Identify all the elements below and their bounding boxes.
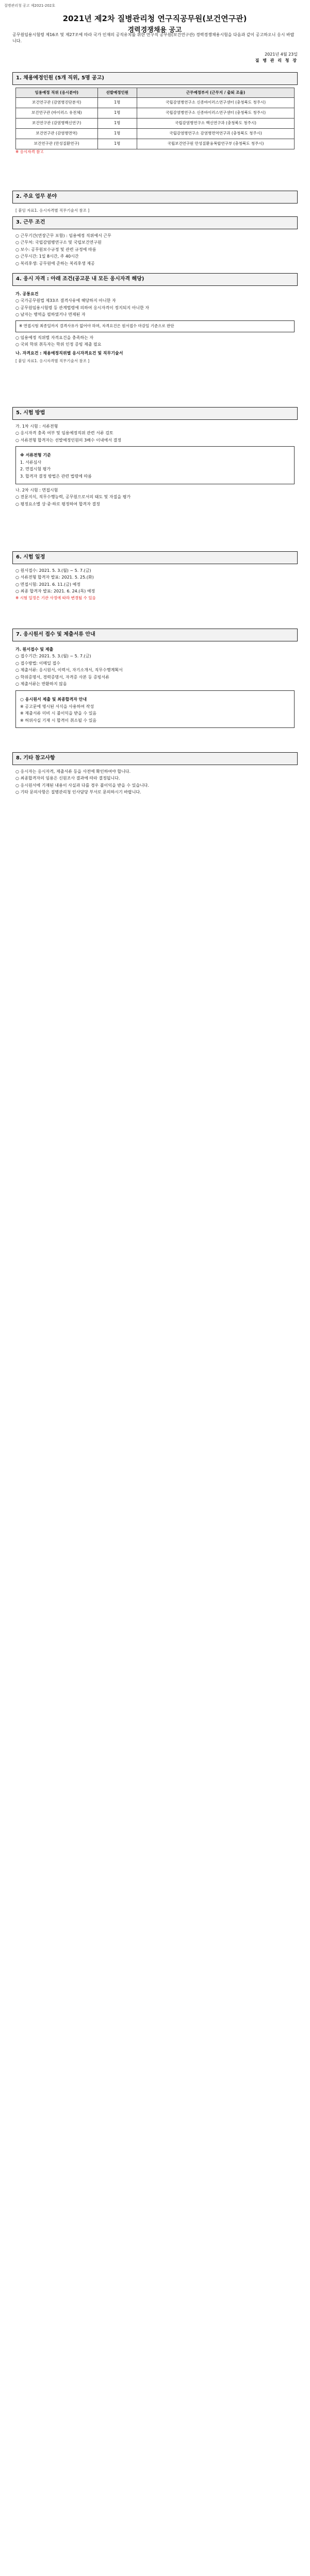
list-item: ○ 제출서류는 반환하지 않음: [15, 682, 67, 687]
section-5-body: [12, 420, 298, 511]
section-4-body: [12, 286, 298, 368]
section-8-title: 8. 기타 참고사항: [12, 752, 298, 765]
agency-name: 질 병 관 리 청 장: [255, 58, 298, 63]
list-item: ○ 남자는 병역을 필하였거나 면제된 자: [15, 312, 86, 317]
list-item: ○ 근무처: 국립감염병연구소 및 국립보건연구원: [15, 240, 102, 245]
recruit-table: [15, 88, 295, 149]
list-item: ○ 국가공무원법 제33조 결격사유에 해당하지 아니한 자: [15, 298, 116, 303]
section-8: [12, 752, 298, 799]
cell: 1명: [97, 139, 137, 149]
list-item: ○ 평정요소별 상·중·하로 평정하여 합격자 결정: [15, 501, 100, 506]
table-row: [16, 129, 295, 139]
criteria-box: [15, 446, 295, 484]
list-item: 1. 서류심사: [20, 460, 42, 465]
date-block: [255, 52, 298, 63]
list-item: ○ 응시자는 응시자격, 제출서류 등을 사전에 확인하여야 합니다.: [15, 769, 131, 774]
list-item: ○ 면접시험: 2021. 6. 11.(금) 예정: [15, 582, 80, 587]
cell: 국립감염병연구소 백신연구과 (충청북도 청주시): [137, 118, 295, 129]
list-item: ※ 제출서류 미비 시 불이익을 받을 수 있음: [20, 711, 97, 716]
cell: 보건연구관 (감염병면역): [16, 129, 98, 139]
section-4-subtitle-2: 나. 자격요건 : 채용예정직위별 응시자격요건 및 직무기술서: [15, 350, 123, 355]
col-count: 선발예정인원: [97, 88, 137, 98]
cell: 국립보건연구원 만성질환융복합연구부 (충청북도 청주시): [137, 139, 295, 149]
list-item: ※ 공고문에 명시된 서식을 사용하여 작성: [20, 704, 94, 709]
section-4-title: 4. 응시 자격 : 아래 조건(공고문 내 모든 응시자격 해당): [12, 273, 298, 286]
section-5-title: 5. 시험 방법: [12, 407, 298, 420]
page-subtitle: 경력경쟁채용 공고: [127, 26, 182, 34]
list-item: ○ 국외 학위 취득자는 학위 인정 증빙 제출 필요: [15, 342, 102, 347]
section-2-ref: [ 붙임 자료1. 응시자격별 직무기술서 참조 ]: [15, 208, 90, 213]
list-item: ○ 전문지식, 직무수행능력, 공무원으로서의 태도 및 자질을 평가: [15, 495, 131, 500]
list-item: ○ 접수방법: 이메일 접수: [15, 660, 60, 666]
page-title: 2021년 제2차 질병관리청 연구직공무원(보건연구관): [62, 14, 247, 23]
section-2: [12, 191, 298, 217]
notice-date: 2021년 4월 23일: [265, 52, 298, 57]
list-item: ○ 응시자격 충족 여부 및 임용예정직위 관련 서류 검토: [15, 431, 113, 436]
list-item: ※ 허위사실 기재 시 합격이 취소될 수 있음: [20, 718, 97, 723]
cell: 보건연구관 (감염병진단분석): [16, 98, 98, 108]
section-4-box: ※ 면접시험 최종일까지 결격사유가 없어야 하며, 자격요건은 원서접수 마감일 기준으로 판단: [15, 320, 295, 332]
list-item: ○ 근무기간(연장근무 포함) : 임용예정 직위에서 근무: [15, 233, 111, 238]
section-7-subtitle: 가. 원서접수 및 제출: [15, 647, 54, 652]
section-4-ref: [ 붙임 자료1. 응시자격별 직무기술서 참조 ]: [15, 358, 90, 363]
list-item: ○ 제출서류: 응시원서, 이력서, 자기소개서, 직무수행계획서: [15, 668, 123, 673]
cell: 1명: [97, 118, 137, 129]
table-row: [16, 108, 295, 118]
section-1: [12, 72, 298, 157]
criteria-box-title: ※ 서류전형 기준: [20, 453, 51, 458]
list-item: ○ 공무원임용시험령 등 관계법령에 의하여 응시자격이 정지되지 아니한 자: [15, 305, 150, 310]
notice-number: 질병관리청 공고 제2021-202호: [4, 4, 56, 8]
list-item: 2. 면접시험 평가: [20, 467, 51, 472]
section-6-note: ※ 시험 일정은 기관 사정에 따라 변경될 수 있음: [15, 595, 96, 600]
table-row: [16, 139, 295, 149]
list-item: ○ 서류전형 합격자는 선발예정인원의 3배수 이내에서 결정: [15, 437, 122, 443]
section-7-title: 7. 응시원서 접수 및 제출서류 안내: [12, 629, 298, 641]
submission-box-title: ○ 응시원서 제출 및 최종합격자 안내: [20, 697, 87, 702]
section-1-body: [12, 85, 298, 157]
cell: 국립감염병연구소 신종바이러스연구센터 (충청북도 청주시): [137, 98, 295, 108]
section-7-body: [12, 641, 298, 734]
list-item: ○ 원서접수: 2021. 5. 3.(월) ~ 5. 7.(금): [15, 568, 91, 573]
cell: 보건연구관 (만성질환연구): [16, 139, 98, 149]
section-1-note: ※ 응시자격 참고: [15, 149, 44, 154]
list-item: ○ 응시원서에 기재된 내용이 사실과 다를 경우 불이익을 받을 수 있습니다.: [15, 783, 150, 788]
cell: 보건연구관 (감염병백신연구): [16, 118, 98, 129]
list-item: ○ 기타 문의사항은 질병관리청 인사담당 부서로 문의하시기 바랍니다.: [15, 790, 141, 795]
cell: 1명: [97, 98, 137, 108]
section-2-title: 2. 주요 업무 분야: [12, 191, 298, 204]
list-item: 나. 2차 시험 : 면접시험: [15, 487, 58, 493]
section-1-title: 1. 채용예정인원 (5개 직위, 5명 공고): [12, 72, 298, 85]
section-5: [12, 407, 298, 510]
section-6-title: 6. 시험 일정: [12, 551, 298, 564]
cell: 보건연구관 (바이러스 유전체): [16, 108, 98, 118]
table-row: [16, 98, 295, 108]
section-3-title: 3. 근무 조건: [12, 216, 298, 229]
section-4: [12, 273, 298, 368]
list-item: ○ 임용예정 직위별 자격요건을 충족하는 자: [15, 335, 94, 340]
section-6: [12, 551, 298, 603]
section-7: [12, 629, 298, 733]
cell: 국립감염병연구소 신종바이러스연구센터 (충청북도 청주시): [137, 108, 295, 118]
col-dept: 근무예정부서 (근무지 / 출퇴 조율): [137, 88, 295, 98]
list-item: ○ 보수: 공무원보수규정 및 관련 규정에 따름: [15, 247, 96, 252]
section-2-body: [12, 204, 298, 218]
section-6-body: [12, 564, 298, 603]
col-position: 임용예정 직위 (응시분야): [16, 88, 98, 98]
list-item: ○ 학위증명서, 경력증명서, 자격증 사본 등 증빙서류: [15, 674, 109, 680]
list-item: ○ 서류전형 합격자 발표: 2021. 5. 25.(화): [15, 575, 94, 580]
cell: 1명: [97, 129, 137, 139]
section-3: [12, 216, 298, 269]
section-8-body: [12, 765, 298, 799]
intro-text: 공무원임용시험령 제16조 및 제27조에 따라 국가 인재의 공직유치를 위한 연구직 공무원(보건연구관) 경력경쟁채용시험을 다음과 같이 공고하오니 응시 바랍니다.: [12, 32, 295, 43]
list-item: 3. 합격자 결정 방법은 관련 법령에 따름: [20, 474, 92, 479]
list-item: ○ 근무시간: 1일 8시간, 주 40시간: [15, 254, 79, 259]
list-item: ○ 최종합격자의 임용은 신원조사 결과에 따라 결정됩니다.: [15, 776, 120, 781]
list-item: ○ 접수기간: 2021. 5. 3.(월) ~ 5. 7.(금): [15, 654, 91, 659]
table-row: [16, 118, 295, 129]
submission-box: [15, 690, 295, 728]
list-item: 가. 1차 시험 : 서류전형: [15, 423, 58, 429]
list-item: ○ 복리후생: 공무원에 준하는 복리후생 제공: [15, 261, 95, 266]
cell: 국립감염병연구소 감염병면역연구과 (충청북도 청주시): [137, 129, 295, 139]
section-4-subtitle: 가. 공통요건: [15, 291, 39, 296]
list-item: ○ 최종 합격자 발표: 2021. 6. 24.(목) 예정: [15, 589, 95, 594]
section-3-body: [12, 229, 298, 270]
cell: 1명: [97, 108, 137, 118]
